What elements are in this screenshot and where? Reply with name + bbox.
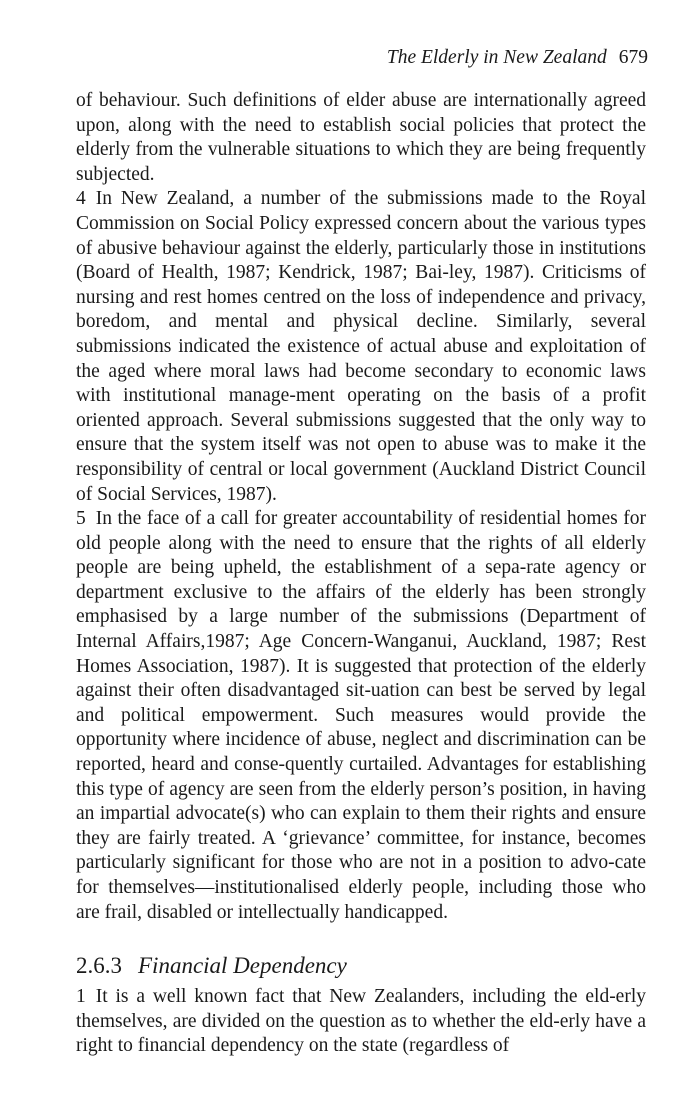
body-text	[76, 89, 646, 1059]
paragraph-text: It is a well known fact that New Zealanders, including the eld-erly themselves, are divided on the question as to whether the eld-erly have a right to financial dependency on the state (regardless of	[76, 986, 646, 1057]
section-number: 2.6.3	[76, 953, 122, 979]
section-paragraph-1	[76, 985, 646, 1059]
paragraph-number: 4	[76, 188, 86, 210]
paragraph-number: 5	[76, 508, 86, 530]
running-title: The Elderly in New Zealand	[386, 47, 607, 68]
paragraph-text: In New Zealand, a number of the submissions made to the Royal Commission on Social Policy expressed concern about the various types of abusive behaviour against the elderly, particularly those in institutions (Board of Health, 1987; Kendrick, 1987; Bai-ley, 1987). Criticisms of nursing and rest homes centred on the loss of independence and privacy, boredom, and mental and physical decline. Similarly, several submissions indicated the existence of actual abuse and exploitation of the aged where moral laws had become secondary to economic laws with institutional manage-ment operating on the basis of a profit oriented approach. Several submissions suggested that the only way to ensure that the system itself was not open to abuse was to make it the responsibility of central or local government (Auckland District Council of Social Services, 1987).	[76, 188, 646, 505]
paragraph-continued	[76, 89, 646, 187]
page-number: 679	[618, 47, 648, 68]
paragraph-5	[76, 507, 646, 925]
section-heading	[76, 951, 646, 981]
paragraph-number: 1	[76, 986, 86, 1008]
running-header	[387, 46, 648, 70]
section-title: Financial Dependency	[138, 953, 347, 979]
paragraph-4	[76, 187, 646, 507]
paragraph-text: of behaviour. Such definitions of elder abuse are internationally agreed upon, along with the need to establish social policies that protect the elderly from the vulnerable situations to which they are being frequently subjected.	[76, 90, 646, 185]
paragraph-text: In the face of a call for greater accountability of residential homes for old people along with the need to ensure that the rights of all elderly people are being upheld, the establishment of a sepa-rate agency or department exclusive to the affairs of the elderly has been strongly emphasised by a large number of the submissions (Department of Internal Affairs,1987; Age Concern-Wanganui, Auckland, 1987; Rest Homes Association, 1987). It is suggested that protection of the elderly against their often disadvantaged sit-uation can best be served by legal and political empowerment. Such measures would provide the opportunity where incidence of abuse, neglect and discrimination can be reported, heard and conse-quently curtailed. Advantages for establishing this type of agency are seen from the elderly person’s position, in having an impartial advocate(s) who can explain to them their rights and ensure they are fairly treated. A ‘grievance’ committee, for instance, becomes particularly significant for those who are not in a position to advo-cate for themselves—institutionalised elderly people, including those who are frail, disabled or intellectually handicapped.	[76, 508, 646, 923]
